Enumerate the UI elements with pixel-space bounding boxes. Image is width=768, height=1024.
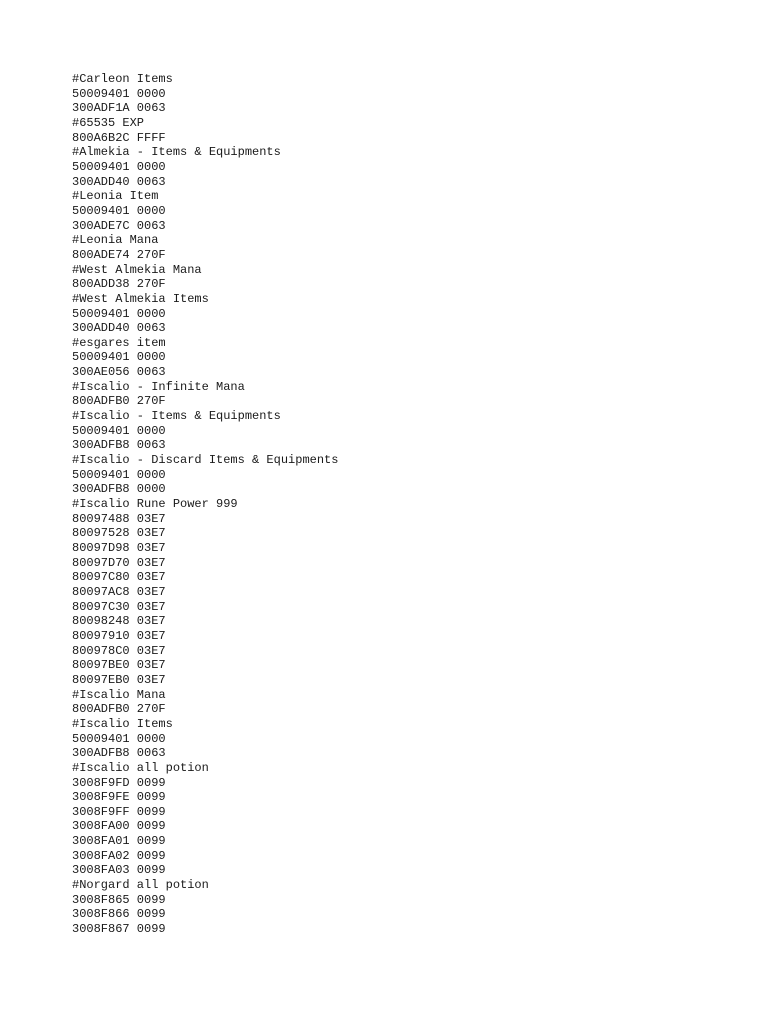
code-line: 80098248 03E7 xyxy=(72,614,166,629)
code-line: 800ADFB0 270F xyxy=(72,702,166,717)
section-heading-line: #65535 EXP xyxy=(72,115,145,130)
section-heading-line: #West Almekia Items xyxy=(72,291,209,306)
section-heading-line: #Iscalio - Items & Equipments xyxy=(72,409,281,424)
section-heading-line: #Iscalio all potion xyxy=(72,760,209,775)
code-line: 3008FA02 0099 xyxy=(72,848,166,863)
code-line: 50009401 0000 xyxy=(72,159,166,174)
code-line: 80097C80 03E7 xyxy=(72,570,166,585)
code-line: 3008F9FE 0099 xyxy=(72,790,166,805)
code-line: 3008F9FF 0099 xyxy=(72,804,166,819)
code-line: 80097D70 03E7 xyxy=(72,555,166,570)
code-line: 800ADFB0 270F xyxy=(72,394,166,409)
code-line: 50009401 0000 xyxy=(72,467,166,482)
code-line: 50009401 0000 xyxy=(72,86,166,101)
section-heading-line: #West Almekia Mana xyxy=(72,262,202,277)
section-heading-line: #Carleon Items xyxy=(72,72,173,86)
code-line: 80097D98 03E7 xyxy=(72,541,166,555)
code-line: 80097EB0 03E7 xyxy=(72,672,166,687)
code-line: 50009401 0000 xyxy=(72,350,166,365)
code-line: 50009401 0000 xyxy=(72,731,166,746)
code-line: 50009401 0000 xyxy=(72,306,166,321)
code-line: 300ADD40 0063 xyxy=(72,321,166,336)
code-line: 800978C0 03E7 xyxy=(72,643,166,658)
code-line: 3008FA01 0099 xyxy=(72,834,166,849)
code-line: 300ADF1A 0063 xyxy=(72,101,166,116)
code-line: 3008F9FD 0099 xyxy=(72,775,166,790)
section-heading-line: #Iscalio - Infinite Mana xyxy=(72,379,245,394)
code-line: 3008F865 0099 xyxy=(72,892,166,907)
section-heading-line: #Norgard all potion xyxy=(72,878,209,893)
section-heading-line: #Iscalio - Discard Items & Equipments xyxy=(72,453,339,468)
code-line: 800ADD38 270F xyxy=(72,277,166,292)
code-line: 80097528 03E7 xyxy=(72,526,166,541)
code-line: 300ADD40 0063 xyxy=(72,174,166,189)
code-line: 3008F867 0099 xyxy=(72,922,166,937)
section-heading-line: #Iscalio Mana xyxy=(72,687,166,702)
section-heading-line: #esgares item xyxy=(72,335,166,350)
section-heading-line: #Almekia - Items & Equipments xyxy=(72,145,281,160)
code-line: 50009401 0000 xyxy=(72,423,166,438)
code-line: 3008FA00 0099 xyxy=(72,819,166,834)
code-line: 80097488 03E7 xyxy=(72,511,166,526)
section-heading-line: #Leonia Mana xyxy=(72,233,159,248)
code-line: 80097C30 03E7 xyxy=(72,599,166,614)
code-line: 80097910 03E7 xyxy=(72,628,166,643)
code-line: 300AE056 0063 xyxy=(72,365,166,380)
code-line: 800ADE74 270F xyxy=(72,247,166,262)
code-line: 300ADFB8 0063 xyxy=(72,746,166,761)
section-heading-line: #Leonia Item xyxy=(72,189,159,204)
code-line: 300ADFB8 0063 xyxy=(72,438,166,453)
code-line: 300ADFB8 0000 xyxy=(72,482,166,497)
code-line: 3008FA03 0099 xyxy=(72,863,166,878)
code-line: 80097BE0 03E7 xyxy=(72,658,166,673)
cheat-code-list xyxy=(72,72,338,937)
code-line: 80097AC8 03E7 xyxy=(72,584,166,599)
section-heading-line: #Iscalio Rune Power 999 xyxy=(72,497,238,512)
code-line: 3008F866 0099 xyxy=(72,907,166,922)
section-heading-line: #Iscalio Items xyxy=(72,716,173,731)
code-line: 800A6B2C FFFF xyxy=(72,130,166,145)
code-line: 50009401 0000 xyxy=(72,203,166,218)
code-line: 300ADE7C 0063 xyxy=(72,218,166,233)
